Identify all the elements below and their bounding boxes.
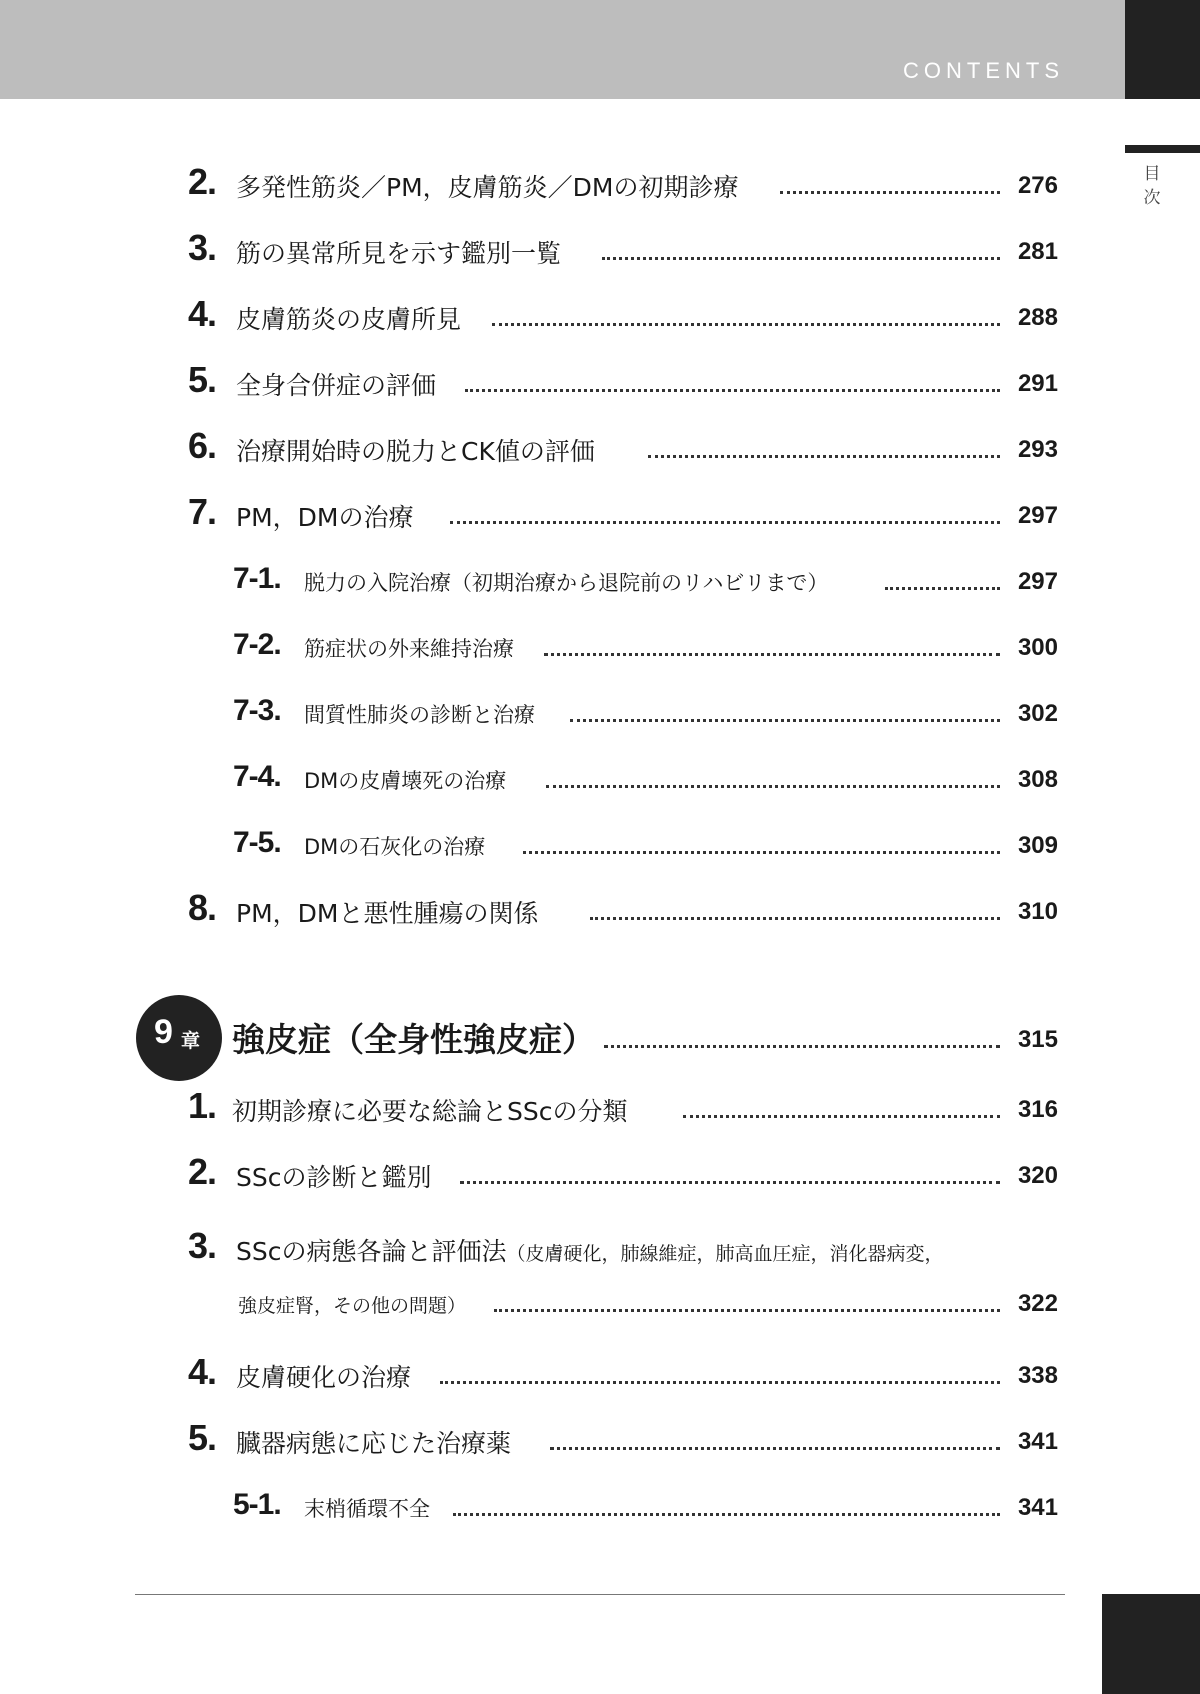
entry-number: 5-1.: [233, 1488, 281, 1521]
toc-entry[interactable]: [0, 1350, 1200, 1396]
dot-leader: [648, 455, 1000, 458]
entry-number: 4.: [188, 1351, 217, 1392]
dot-leader: [683, 1115, 1000, 1118]
toc-entry[interactable]: [0, 424, 1200, 470]
dot-leader: [453, 1513, 1000, 1516]
dot-leader: [460, 1181, 1000, 1184]
toc-subentry[interactable]: [0, 1482, 1200, 1528]
dot-leader: [550, 1447, 1000, 1450]
entry-page: 297: [1017, 568, 1058, 595]
entry-title: 臓器病態に応じた治療薬: [236, 1429, 512, 1458]
entry-page: 320: [1017, 1162, 1058, 1189]
side-tab-char: 次: [1143, 187, 1161, 208]
dot-leader: [465, 389, 1000, 392]
entry-number: 2.: [188, 161, 217, 202]
entry-title: 筋症状の外来維持治療: [304, 637, 514, 661]
entry-title: 初期診療に必要な総論とSScの分類: [232, 1097, 628, 1126]
entry-page: 316: [1017, 1096, 1058, 1123]
dot-leader: [604, 1045, 1000, 1048]
entry-title: 間質性肺炎の診断と治療: [304, 703, 535, 727]
dot-leader: [570, 719, 1000, 722]
bottom-corner-block: [1102, 1594, 1200, 1694]
toc-entry[interactable]: [0, 1224, 1200, 1270]
toc-entry[interactable]: [0, 1150, 1200, 1196]
header-bar: [0, 0, 1125, 99]
side-tab-bar: [1125, 145, 1200, 153]
entry-number: 1.: [188, 1085, 217, 1126]
entry-number: 3.: [188, 1225, 217, 1266]
toc-subentry[interactable]: [0, 820, 1200, 866]
entry-page: 341: [1017, 1428, 1058, 1455]
entry-title: PM，DMの治療: [236, 503, 414, 532]
entry-page: 308: [1017, 766, 1058, 793]
toc-subentry[interactable]: [0, 688, 1200, 734]
entry-number: 7-5.: [233, 826, 281, 859]
side-tab-char: 目: [1143, 164, 1161, 184]
entry-number: 3.: [188, 227, 217, 268]
toc-subentry[interactable]: [0, 556, 1200, 602]
header-contents-label: CONTENTS: [903, 58, 1064, 83]
entry-page: 288: [1017, 304, 1058, 331]
entry-page: 302: [1017, 700, 1058, 727]
entry-continuation: 強皮症腎，その他の問題）: [238, 1295, 467, 1317]
toc-entry-continuation[interactable]: [0, 1278, 1200, 1324]
dot-leader: [440, 1381, 1000, 1384]
dot-leader: [780, 191, 1000, 194]
entry-number: 4.: [188, 293, 217, 334]
entry-title: 脱力の入院治療（初期治療から退院前のリハビリまで）: [304, 571, 829, 595]
chapter-heading[interactable]: [0, 1014, 1200, 1060]
entry-page: 297: [1017, 502, 1058, 529]
entry-title-main: SScの病態各論と評価法: [236, 1237, 507, 1266]
dot-leader: [450, 521, 1000, 524]
toc-entry[interactable]: [0, 1084, 1200, 1130]
dot-leader: [494, 1309, 1000, 1312]
entry-number: 8.: [188, 887, 217, 928]
chapter-suffix: 章: [181, 1030, 201, 1052]
toc-entry[interactable]: [0, 226, 1200, 272]
entry-page: 276: [1017, 172, 1058, 199]
entry-title: 全身合併症の評価: [236, 371, 437, 400]
entry-title: DMの皮膚壊死の治療: [304, 769, 507, 793]
toc-subentry[interactable]: [0, 622, 1200, 668]
entry-number: 7.: [188, 491, 217, 532]
toc-subentry[interactable]: [0, 754, 1200, 800]
entry-page: 322: [1017, 1290, 1058, 1317]
entry-number: 7-1.: [233, 562, 281, 595]
entry-page: 310: [1017, 898, 1058, 925]
dot-leader: [885, 587, 1000, 590]
entry-page: 341: [1017, 1494, 1058, 1521]
entry-title: 筋の異常所見を示す鑑別一覧: [236, 239, 562, 268]
entry-number: 5.: [188, 359, 217, 400]
entry-number: 7-2.: [233, 628, 281, 661]
entry-title: 皮膚筋炎の皮膚所見: [236, 305, 462, 334]
toc-entry[interactable]: [0, 1416, 1200, 1462]
bottom-divider: [135, 1594, 1065, 1595]
entry-number: 7-3.: [233, 694, 281, 727]
dot-leader: [546, 785, 1000, 788]
toc-entry[interactable]: [0, 160, 1200, 206]
chapter-number: 9: [154, 1013, 173, 1051]
toc-entry[interactable]: [0, 886, 1200, 932]
entry-title: 皮膚硬化の治療: [236, 1363, 412, 1392]
entry-title: PM，DMと悪性腫瘍の関係: [236, 899, 539, 928]
entry-number: 2.: [188, 1151, 217, 1192]
entry-number: 5.: [188, 1417, 217, 1458]
entry-page: 291: [1017, 370, 1058, 397]
entry-number: 7-4.: [233, 760, 281, 793]
dot-leader: [602, 257, 1000, 260]
entry-page: 309: [1017, 832, 1058, 859]
entry-subtitle: （皮膚硬化，肺線維症，肺高血圧症，消化器病変，: [506, 1243, 944, 1265]
entry-page: 293: [1017, 436, 1058, 463]
entry-title: 末梢循環不全: [304, 1497, 430, 1521]
entry-title: 多発性筋炎／PM，皮膚筋炎／DMの初期診療: [236, 173, 739, 202]
entry-page: 300: [1017, 634, 1058, 661]
entry-title: SScの診断と鑑別: [236, 1163, 432, 1192]
toc-entry[interactable]: [0, 292, 1200, 338]
header-corner-block: [1125, 0, 1200, 99]
entry-number: 6.: [188, 425, 217, 466]
entry-page: 338: [1017, 1362, 1058, 1389]
chapter-title: 強皮症（全身性強皮症）: [232, 1020, 595, 1059]
dot-leader: [492, 323, 1000, 326]
dot-leader: [544, 653, 1000, 656]
entry-title: 治療開始時の脱力とCK値の評価: [236, 437, 595, 466]
entry-page: 315: [1017, 1026, 1058, 1053]
toc-entry[interactable]: [0, 358, 1200, 404]
entry-title: [236, 1239, 946, 1264]
dot-leader: [590, 917, 1000, 920]
entry-page: 281: [1017, 238, 1058, 265]
entry-title: DMの石灰化の治療: [304, 835, 486, 859]
toc-entry[interactable]: [0, 490, 1200, 536]
dot-leader: [523, 851, 1000, 854]
